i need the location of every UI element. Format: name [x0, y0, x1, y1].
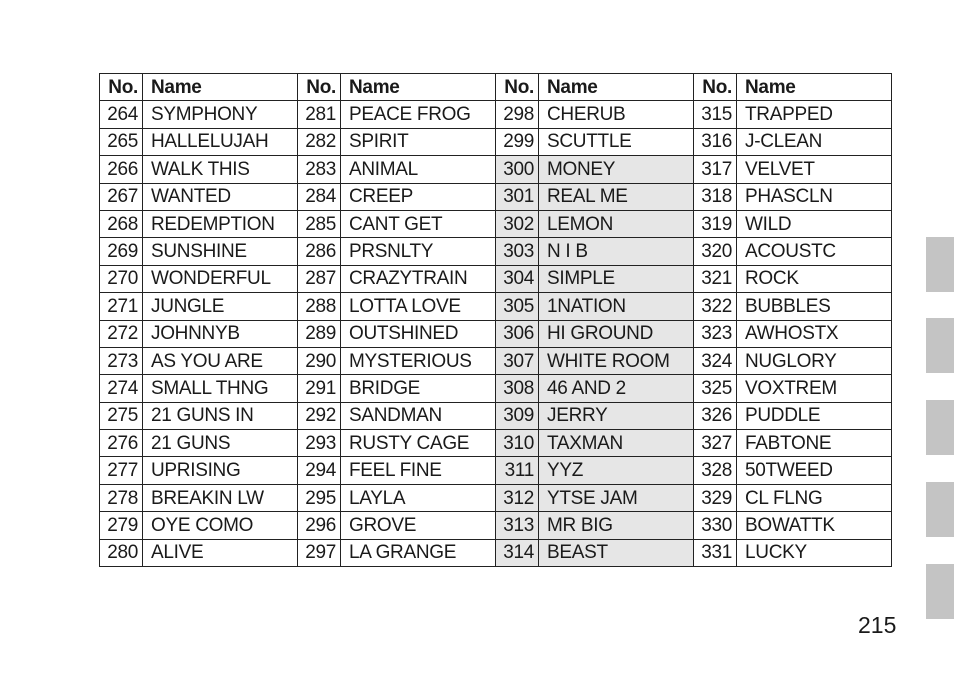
preset-number: 315 — [694, 101, 737, 128]
preset-number: 281 — [298, 101, 341, 128]
preset-name: 1NATION — [539, 293, 694, 320]
preset-name: 50TWEED — [737, 457, 892, 484]
header-no: No. — [496, 74, 539, 101]
preset-number: 294 — [298, 457, 341, 484]
preset-name: WHITE ROOM — [539, 347, 694, 374]
preset-number: 264 — [100, 101, 143, 128]
preset-number: 320 — [694, 238, 737, 265]
table-row — [100, 484, 892, 511]
preset-name: RUSTY CAGE — [341, 430, 496, 457]
preset-name: OYE COMO — [143, 512, 298, 539]
table-row — [100, 402, 892, 429]
preset-number: 298 — [496, 101, 539, 128]
preset-number: 287 — [298, 265, 341, 292]
preset-name: PEACE FROG — [341, 101, 496, 128]
preset-name: LEMON — [539, 210, 694, 237]
preset-number: 279 — [100, 512, 143, 539]
table-row — [100, 101, 892, 128]
preset-name: CL FLNG — [737, 484, 892, 511]
preset-name: LOTTA LOVE — [341, 293, 496, 320]
preset-name: N I B — [539, 238, 694, 265]
preset-name: REDEMPTION — [143, 210, 298, 237]
preset-name: SMALL THNG — [143, 375, 298, 402]
preset-number: 274 — [100, 375, 143, 402]
preset-name: SIMPLE — [539, 265, 694, 292]
table-row — [100, 320, 892, 347]
preset-number: 289 — [298, 320, 341, 347]
preset-number: 313 — [496, 512, 539, 539]
preset-number: 308 — [496, 375, 539, 402]
preset-name: CHERUB — [539, 101, 694, 128]
preset-name: WALK THIS — [143, 156, 298, 183]
preset-number: 266 — [100, 156, 143, 183]
preset-number: 291 — [298, 375, 341, 402]
preset-number: 329 — [694, 484, 737, 511]
preset-name: YTSE JAM — [539, 484, 694, 511]
preset-name: PHASCLN — [737, 183, 892, 210]
preset-name: LAYLA — [341, 484, 496, 511]
preset-name: WILD — [737, 210, 892, 237]
table-header-row — [100, 74, 892, 101]
table-row — [100, 375, 892, 402]
section-tab — [926, 482, 954, 537]
header-no: No. — [694, 74, 737, 101]
preset-name: 21 GUNS — [143, 430, 298, 457]
preset-name: WONDERFUL — [143, 265, 298, 292]
table-row — [100, 347, 892, 374]
header-name: Name — [143, 74, 298, 101]
table-row — [100, 128, 892, 155]
table-row — [100, 430, 892, 457]
preset-name: SUNSHINE — [143, 238, 298, 265]
preset-name: MR BIG — [539, 512, 694, 539]
preset-number: 271 — [100, 293, 143, 320]
preset-name: AS YOU ARE — [143, 347, 298, 374]
preset-number: 275 — [100, 402, 143, 429]
preset-name: SPIRIT — [341, 128, 496, 155]
preset-number: 282 — [298, 128, 341, 155]
preset-name: MYSTERIOUS — [341, 347, 496, 374]
preset-name: ROCK — [737, 265, 892, 292]
preset-number: 293 — [298, 430, 341, 457]
preset-name: WANTED — [143, 183, 298, 210]
table-body — [100, 101, 892, 567]
preset-number: 310 — [496, 430, 539, 457]
preset-name: JOHNNYB — [143, 320, 298, 347]
preset-number: 278 — [100, 484, 143, 511]
preset-number: 324 — [694, 347, 737, 374]
preset-name: BRIDGE — [341, 375, 496, 402]
preset-table — [99, 73, 892, 567]
preset-name: ANIMAL — [341, 156, 496, 183]
preset-number: 269 — [100, 238, 143, 265]
section-tab — [926, 564, 954, 619]
section-tab — [926, 400, 954, 455]
table-row — [100, 539, 892, 566]
preset-name: LA GRANGE — [341, 539, 496, 566]
preset-name: CREEP — [341, 183, 496, 210]
preset-number: 312 — [496, 484, 539, 511]
preset-number: 331 — [694, 539, 737, 566]
preset-number: 319 — [694, 210, 737, 237]
preset-name: CRAZYTRAIN — [341, 265, 496, 292]
preset-number: 311 — [496, 457, 539, 484]
preset-name: JERRY — [539, 402, 694, 429]
preset-number: 301 — [496, 183, 539, 210]
preset-number: 284 — [298, 183, 341, 210]
preset-number: 330 — [694, 512, 737, 539]
preset-number: 280 — [100, 539, 143, 566]
preset-name: 21 GUNS IN — [143, 402, 298, 429]
preset-number: 306 — [496, 320, 539, 347]
preset-name: BOWATTK — [737, 512, 892, 539]
preset-number: 316 — [694, 128, 737, 155]
header-name: Name — [539, 74, 694, 101]
preset-name: ACOUSTC — [737, 238, 892, 265]
header-name: Name — [341, 74, 496, 101]
preset-number: 295 — [298, 484, 341, 511]
preset-number: 326 — [694, 402, 737, 429]
preset-name: JUNGLE — [143, 293, 298, 320]
preset-name: SYMPHONY — [143, 101, 298, 128]
preset-number: 286 — [298, 238, 341, 265]
preset-number: 285 — [298, 210, 341, 237]
preset-number: 314 — [496, 539, 539, 566]
preset-number: 268 — [100, 210, 143, 237]
preset-number: 303 — [496, 238, 539, 265]
preset-number: 321 — [694, 265, 737, 292]
preset-name: J-CLEAN — [737, 128, 892, 155]
header-name: Name — [737, 74, 892, 101]
table-row — [100, 512, 892, 539]
preset-number: 304 — [496, 265, 539, 292]
preset-name: PRSNLTY — [341, 238, 496, 265]
preset-number: 297 — [298, 539, 341, 566]
preset-number: 283 — [298, 156, 341, 183]
preset-name: FEEL FINE — [341, 457, 496, 484]
preset-name: REAL ME — [539, 183, 694, 210]
preset-number: 296 — [298, 512, 341, 539]
preset-number: 288 — [298, 293, 341, 320]
preset-number: 276 — [100, 430, 143, 457]
preset-number: 300 — [496, 156, 539, 183]
page-number: 215 — [858, 612, 897, 638]
preset-number: 307 — [496, 347, 539, 374]
preset-name: VELVET — [737, 156, 892, 183]
preset-number: 270 — [100, 265, 143, 292]
preset-number: 302 — [496, 210, 539, 237]
preset-number: 328 — [694, 457, 737, 484]
preset-number: 317 — [694, 156, 737, 183]
preset-name: TRAPPED — [737, 101, 892, 128]
table-row — [100, 210, 892, 237]
preset-number: 272 — [100, 320, 143, 347]
header-no: No. — [298, 74, 341, 101]
preset-name: BREAKIN LW — [143, 484, 298, 511]
table-row — [100, 238, 892, 265]
preset-name: VOXTREM — [737, 375, 892, 402]
table-row — [100, 293, 892, 320]
preset-number: 299 — [496, 128, 539, 155]
table-row — [100, 156, 892, 183]
preset-number: 323 — [694, 320, 737, 347]
preset-name: TAXMAN — [539, 430, 694, 457]
preset-name: GROVE — [341, 512, 496, 539]
preset-name: LUCKY — [737, 539, 892, 566]
preset-name: SANDMAN — [341, 402, 496, 429]
preset-number: 273 — [100, 347, 143, 374]
table-row — [100, 183, 892, 210]
preset-name: HALLELUJAH — [143, 128, 298, 155]
preset-number: 277 — [100, 457, 143, 484]
section-tab — [926, 318, 954, 373]
preset-name: AWHOSTX — [737, 320, 892, 347]
preset-name: YYZ — [539, 457, 694, 484]
preset-number: 265 — [100, 128, 143, 155]
preset-number: 327 — [694, 430, 737, 457]
preset-name: NUGLORY — [737, 347, 892, 374]
preset-name: HI GROUND — [539, 320, 694, 347]
table-row — [100, 265, 892, 292]
preset-name: CANT GET — [341, 210, 496, 237]
preset-number: 325 — [694, 375, 737, 402]
preset-name: ALIVE — [143, 539, 298, 566]
preset-name: MONEY — [539, 156, 694, 183]
preset-name: 46 AND 2 — [539, 375, 694, 402]
preset-number: 309 — [496, 402, 539, 429]
preset-number: 318 — [694, 183, 737, 210]
preset-number: 305 — [496, 293, 539, 320]
preset-number: 292 — [298, 402, 341, 429]
preset-name: BEAST — [539, 539, 694, 566]
preset-name: UPRISING — [143, 457, 298, 484]
preset-number: 322 — [694, 293, 737, 320]
preset-name: OUTSHINED — [341, 320, 496, 347]
section-tab — [926, 237, 954, 292]
table-row — [100, 457, 892, 484]
preset-name: FABTONE — [737, 430, 892, 457]
preset-name: BUBBLES — [737, 293, 892, 320]
preset-name: PUDDLE — [737, 402, 892, 429]
preset-number: 290 — [298, 347, 341, 374]
header-no: No. — [100, 74, 143, 101]
preset-name: SCUTTLE — [539, 128, 694, 155]
preset-number: 267 — [100, 183, 143, 210]
